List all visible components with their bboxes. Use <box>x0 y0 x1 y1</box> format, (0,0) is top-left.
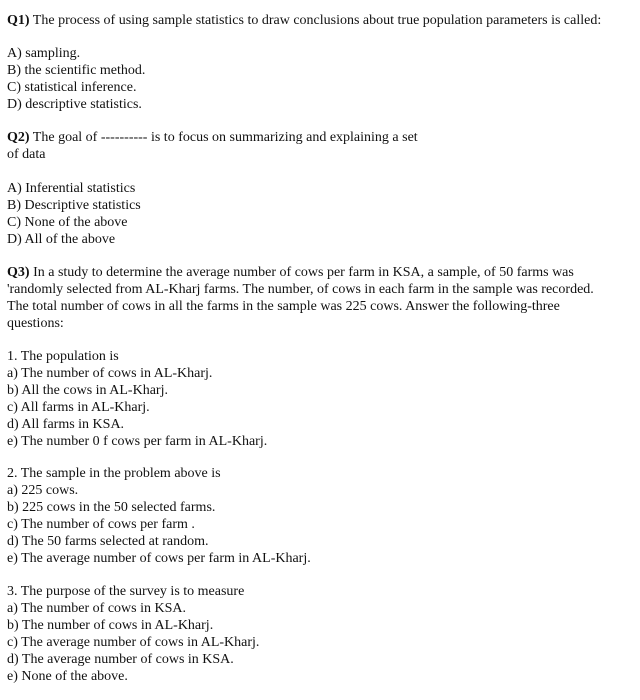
q3-number: Q3) <box>7 265 30 280</box>
q3-sub2-option: a) 225 cows. <box>7 483 79 498</box>
q1-option: A) sampling. <box>7 46 81 61</box>
q1-text: The process of using sample statistics to draw conclusions about true population parameters is called: <box>29 13 602 28</box>
q3-text-line1: In a study to determine the average number of cows per farm in KSA, a sample, of 50 farms was <box>29 265 574 280</box>
q3-sub2-option: c) The number of cows per farm . <box>7 517 195 532</box>
q2-text-line1: The goal of ---------- is to focus on summarizing and explaining a set <box>29 130 418 145</box>
q3-sub3-option: e) None of the above. <box>7 669 128 684</box>
q3-sub1-prompt: 1. The population is <box>7 349 119 364</box>
q3-sub1-option: a) The number of cows in AL-Kharj. <box>7 366 213 381</box>
q1-option: D) descriptive statistics. <box>7 97 142 112</box>
q3-sub1-option: d) All farms in KSA. <box>7 417 125 432</box>
q3-sub3-option: d) The average number of cows in KSA. <box>7 652 234 667</box>
q2-question <box>7 129 418 146</box>
q3-question <box>7 264 574 281</box>
q3-sub3-option: c) The average number of cows in AL-Kharj. <box>7 635 260 650</box>
q3-sub1-option: e) The number 0 f cows per farm in AL-Kharj. <box>7 434 268 449</box>
q3-sub2-option: d) The 50 farms selected at random. <box>7 534 209 549</box>
q1-question <box>7 12 601 29</box>
q2-option: C) None of the above <box>7 215 128 230</box>
q3-sub2-option: e) The average number of cows per farm in AL-Kharj. <box>7 551 311 566</box>
q2-option: D) All of the above <box>7 232 116 247</box>
q1-option: C) statistical inference. <box>7 80 137 95</box>
q1-number: Q1) <box>7 13 30 28</box>
q2-text-line2: of data <box>7 147 46 162</box>
q3-sub2-option: b) 225 cows in the 50 selected farms. <box>7 500 216 515</box>
q2-option: B) Descriptive statistics <box>7 198 141 213</box>
q3-sub1-option: c) All farms in AL-Kharj. <box>7 400 150 415</box>
q2-number: Q2) <box>7 130 30 145</box>
q3-text-line2: 'randomly selected from AL-Kharj farms. The number, of cows in each farm in the sample was recorded. <box>7 282 594 297</box>
q3-sub1-option: b) All the cows in AL-Kharj. <box>7 383 168 398</box>
q3-sub2-prompt: 2. The sample in the problem above is <box>7 466 221 481</box>
q3-text-line3: The total number of cows in all the farms in the sample was 225 cows. Answer the following-three <box>7 299 560 314</box>
q2-option: A) Inferential statistics <box>7 181 136 196</box>
q3-sub3-option: b) The number of cows in AL-Kharj. <box>7 618 214 633</box>
q3-text-line4: questions: <box>7 316 64 331</box>
q1-option: B) the scientific method. <box>7 63 146 78</box>
q3-sub3-prompt: 3. The purpose of the survey is to measure <box>7 584 245 599</box>
q3-sub3-option: a) The number of cows in KSA. <box>7 601 186 616</box>
